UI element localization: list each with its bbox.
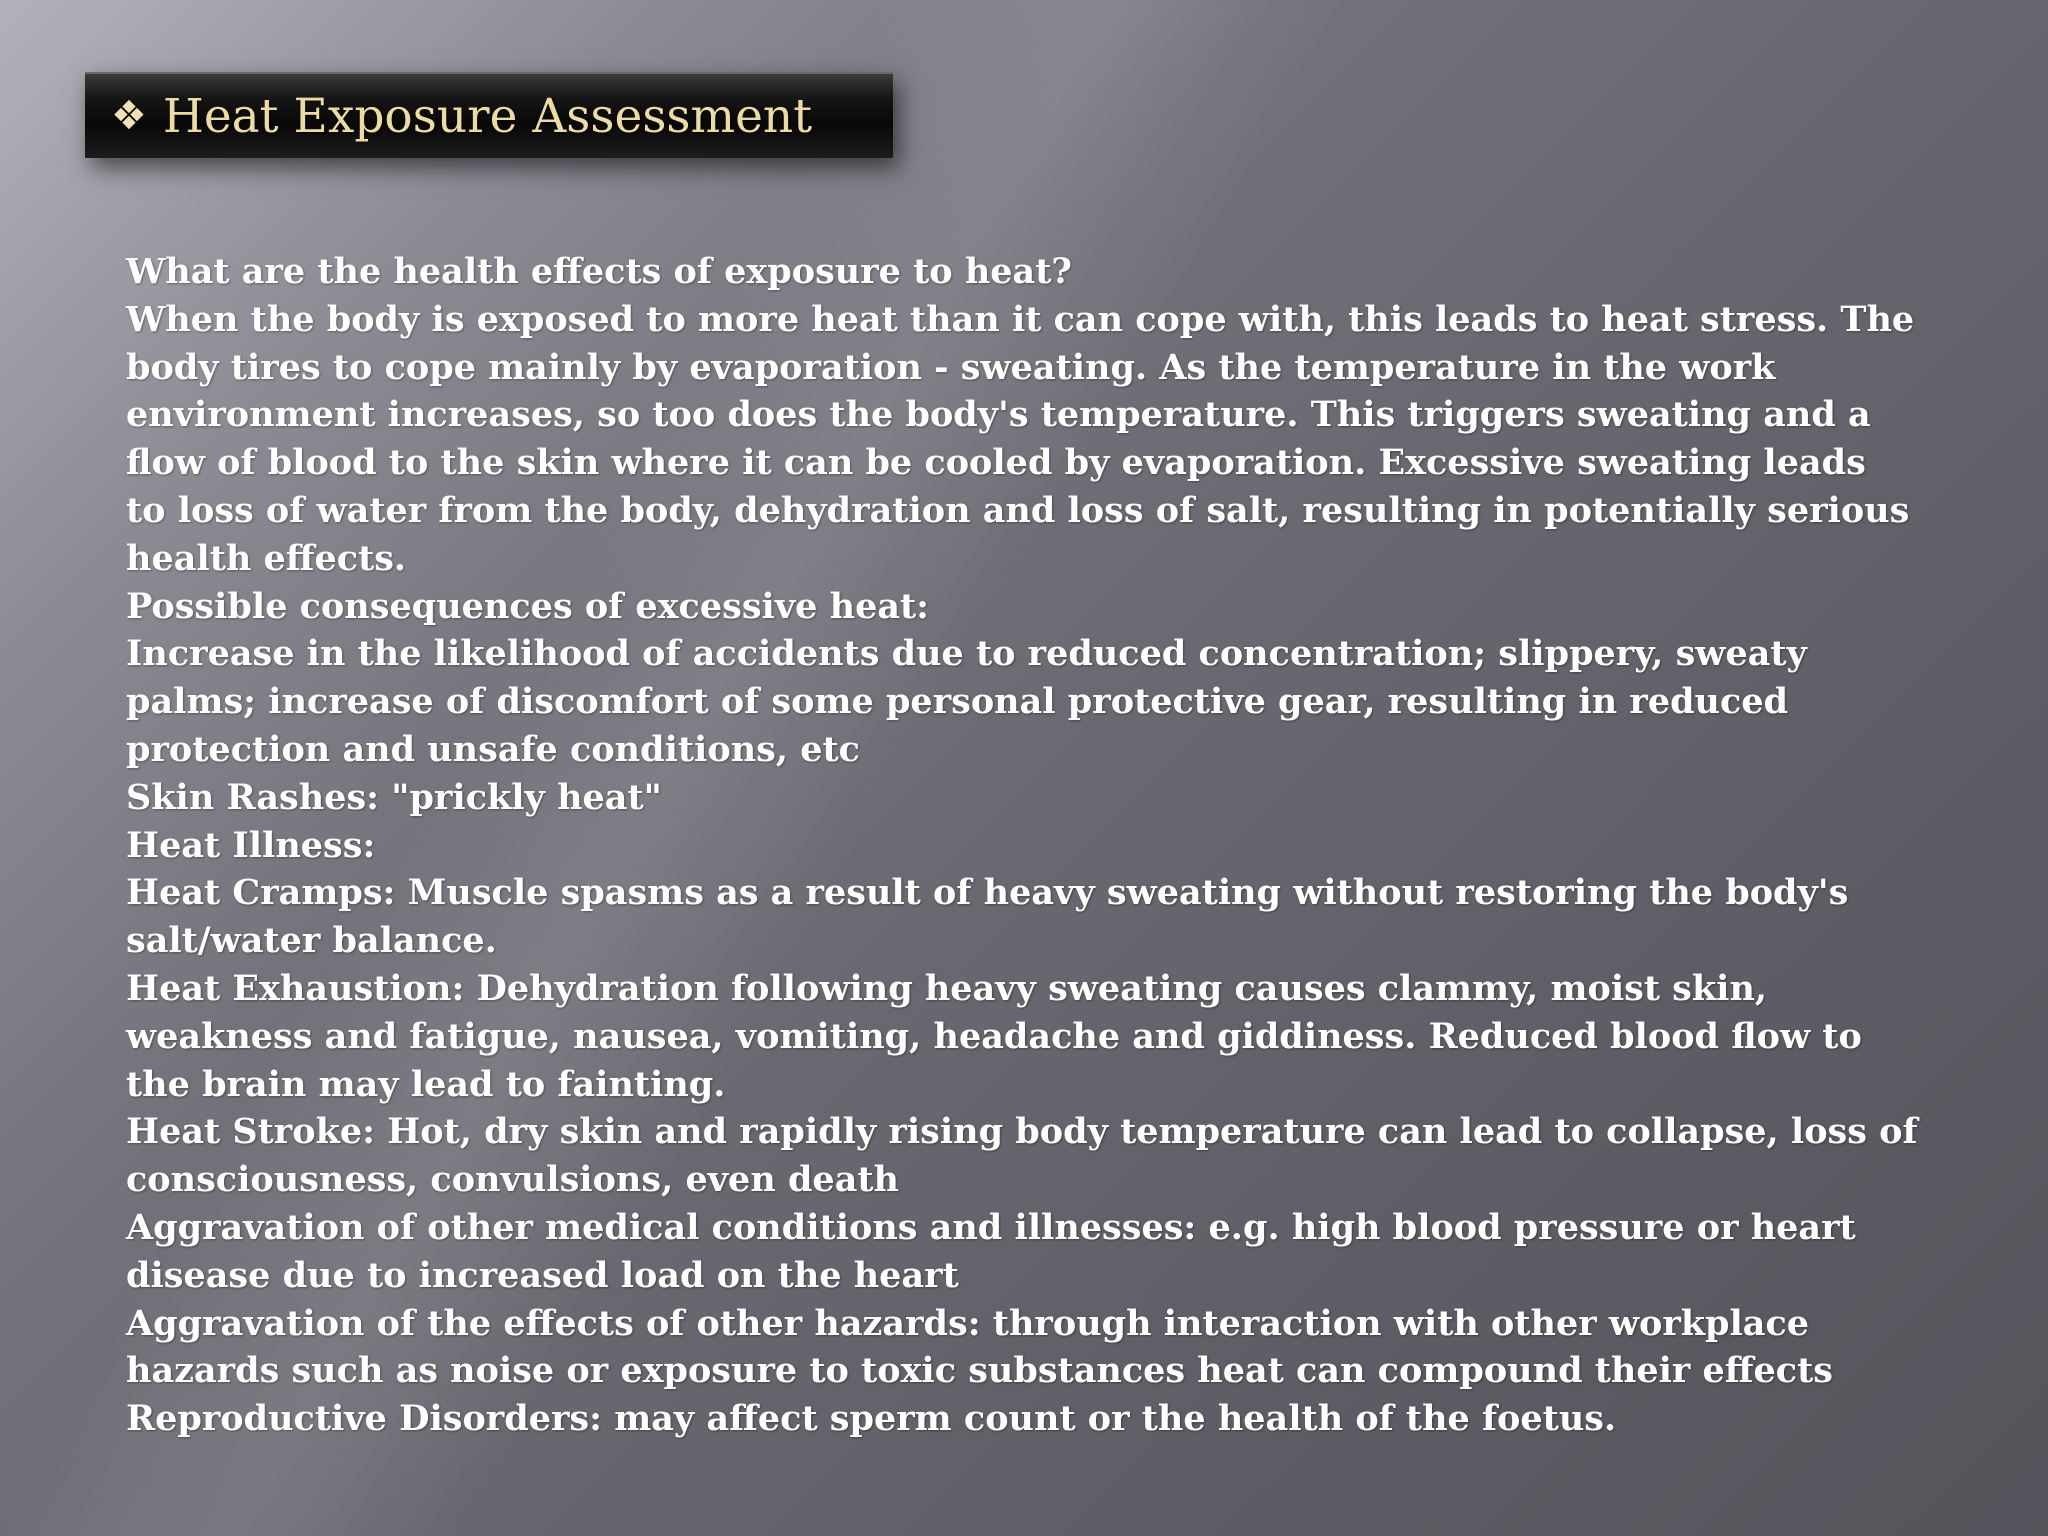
- body-line: What are the health effects of exposure to heat?: [126, 251, 1072, 292]
- body-line: hazards such as noise or exposure to toxic substances heat can compound their effects: [126, 1350, 1833, 1392]
- body-line: to loss of water from the body, dehydration and loss of salt, resulting in potentially serious: [126, 489, 1910, 531]
- title-bar: [85, 72, 893, 158]
- body-line: consciousness, convulsions, even death: [126, 1159, 899, 1201]
- body-line: protection and unsafe conditions, etc: [126, 728, 860, 770]
- body-line: Skin Rashes: "prickly heat": [126, 776, 662, 818]
- body-line: Reproductive Disorders: may affect sperm count or the health of the foetus.: [126, 1398, 1617, 1440]
- body-line: the brain may lead to fainting.: [126, 1063, 726, 1105]
- body-line: Heat Illness:: [126, 824, 376, 866]
- four-diamond-bullet-icon: ❖: [111, 93, 147, 139]
- body-line: Aggravation of the effects of other hazards: through interaction with other workplace: [126, 1302, 1810, 1344]
- body-line: health effects.: [126, 537, 407, 579]
- body-line: Heat Cramps: Muscle spasms as a result of heavy sweating without restoring the body's: [126, 872, 1849, 914]
- body-line: Possible consequences of excessive heat:: [126, 585, 930, 627]
- body-line: flow of blood to the skin where it can be cooled by evaporation. Excessive sweating leads: [126, 442, 1866, 484]
- body-line: Increase in the likelihood of accidents due to reduced concentration; slippery, sweaty: [126, 633, 1807, 675]
- slide-title: Heat Exposure Assessment: [162, 88, 813, 144]
- body-line: body tires to cope mainly by evaporation - sweating. As the temperature in the work: [126, 346, 1776, 388]
- body-line: Heat Stroke: Hot, dry skin and rapidly rising body temperature can lead to collapse, loss of: [126, 1111, 1918, 1153]
- body-line: Aggravation of other medical conditions and illnesses: e.g. high blood pressure or heart: [126, 1206, 1856, 1248]
- body-line: When the body is exposed to more heat than it can cope with, this leads to heat stress. The: [126, 298, 1915, 340]
- body-line: palms; increase of discomfort of some personal protective gear, resulting in reduced: [126, 681, 1789, 723]
- body-line: weakness and fatigue, nausea, vomiting, headache and giddiness. Reduced blood flow to: [126, 1015, 1862, 1057]
- body-line: disease due to increased load on the heart: [126, 1254, 959, 1296]
- body-line: environment increases, so too does the body's temperature. This triggers sweating and a: [126, 394, 1871, 436]
- slide-body: [126, 248, 1916, 1443]
- body-line: salt/water balance.: [126, 920, 497, 962]
- body-line: Heat Exhaustion: Dehydration following heavy sweating causes clammy, moist skin,: [126, 967, 1768, 1009]
